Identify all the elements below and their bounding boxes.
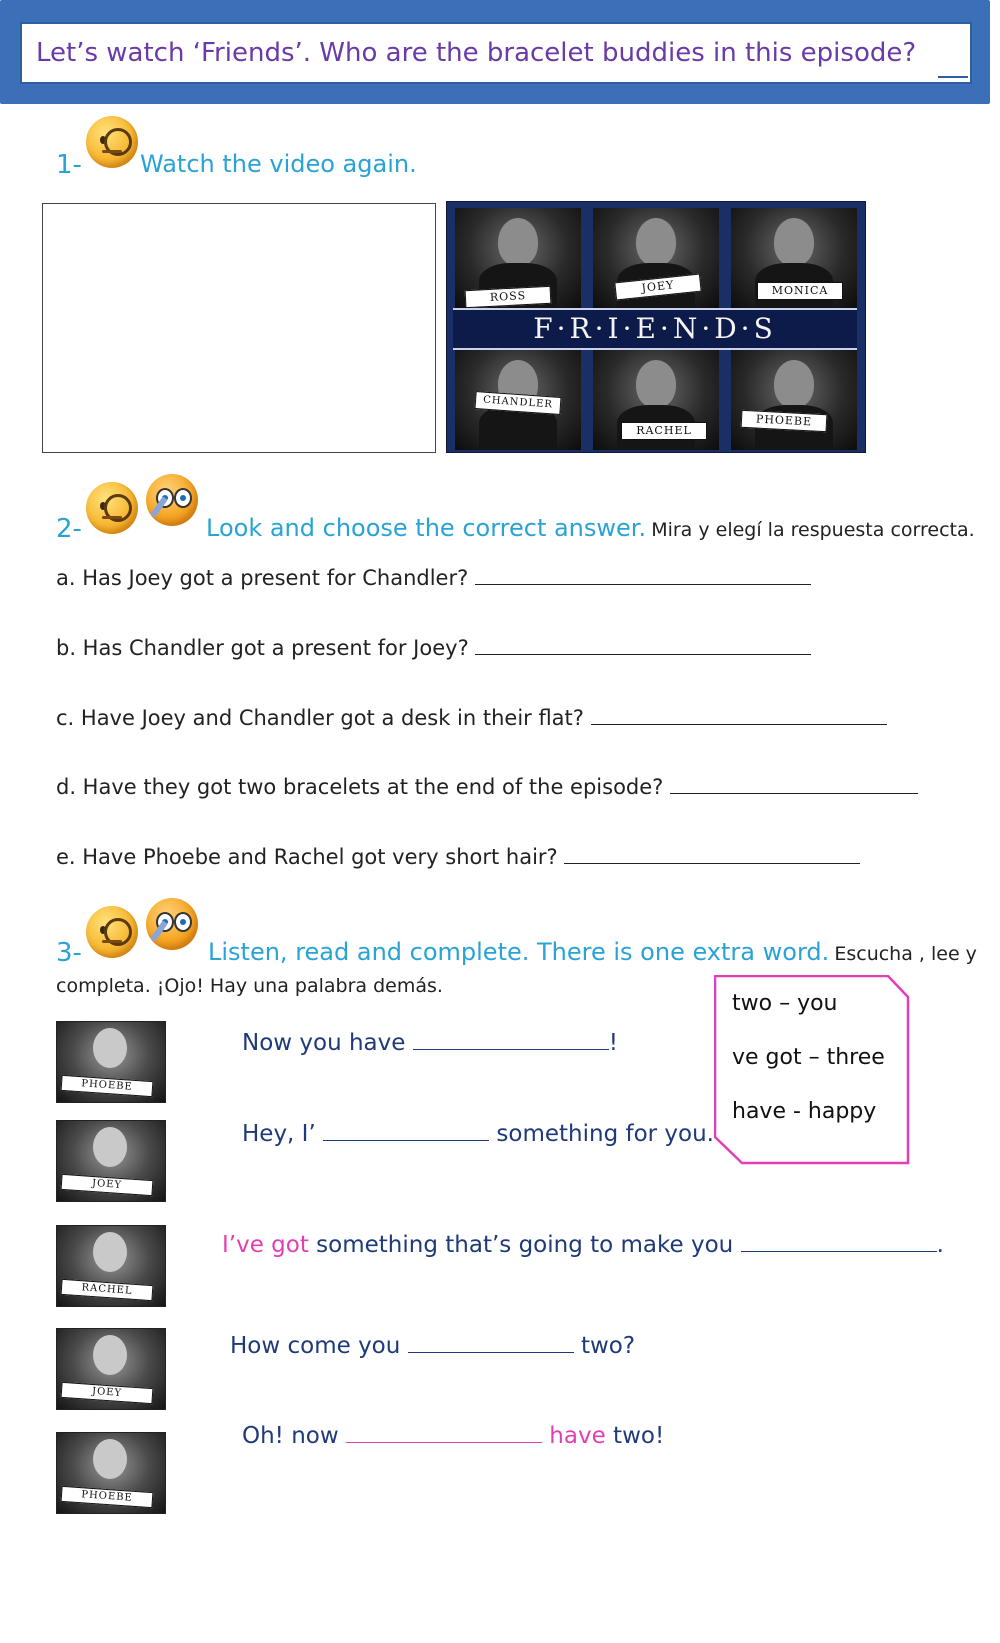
sentence-3 (222, 1232, 944, 1258)
answer-blank[interactable] (413, 1031, 609, 1050)
thumb-sign: JOEY (61, 1174, 154, 1196)
section2-title: Look and choose the correct answer. (206, 514, 647, 542)
title-underline (938, 76, 968, 78)
section2-number: 2- (56, 514, 82, 544)
section3-title: Listen, read and complete. There is one extra word. (208, 938, 830, 966)
sentence-4 (230, 1333, 635, 1359)
cast-photo-phoebe (731, 350, 857, 450)
video-player[interactable] (42, 203, 436, 453)
answer-blank[interactable] (408, 1334, 574, 1353)
thumb-phoebe (56, 1432, 166, 1514)
sentence-text: ! (608, 1030, 618, 1056)
writing-face-icon (146, 474, 198, 526)
thumb-sign: JOEY (61, 1382, 154, 1404)
thumb-rachel (56, 1225, 166, 1307)
word-bank-line-3: have - happy (732, 1099, 877, 1124)
question-text: c. Have Joey and Chandler got a desk in their flat? (56, 706, 584, 730)
section1-title: Watch the video again. (140, 150, 417, 178)
sentence-text: something that’s going to make you (308, 1232, 734, 1258)
thumb-joey (56, 1328, 166, 1410)
thumb-sign: PHOEBE (61, 1486, 154, 1508)
writing-face-icon (146, 898, 198, 950)
cast-sign: MONICA (757, 282, 843, 300)
question-text: e. Have Phoebe and Rachel got very short hair? (56, 845, 558, 869)
cast-photo-rachel (593, 350, 719, 450)
friends-logo-bar (453, 308, 857, 350)
cast-sign: CHANDLER (474, 391, 561, 415)
sentence-text: How come you (230, 1333, 401, 1359)
cast-sign: JOEY (614, 274, 701, 301)
question-a (56, 566, 811, 590)
answer-blank[interactable] (564, 845, 860, 864)
section3-number: 3- (56, 938, 82, 968)
sentence-text: two? (580, 1333, 636, 1359)
section3-heading (208, 938, 977, 966)
sentence-2 (242, 1121, 714, 1147)
sentence-5 (242, 1423, 664, 1449)
section3-note-line2: completa. ¡Ojo! Hay una palabra demás. (56, 975, 443, 997)
answer-blank[interactable] (475, 636, 811, 655)
section1-number: 1- (56, 150, 82, 180)
sentence-text: something for you. (496, 1121, 714, 1147)
sentence-highlight: I’ve got (222, 1232, 309, 1258)
friends-poster-image (446, 201, 866, 453)
answer-blank[interactable] (741, 1233, 937, 1252)
page-title: Let’s watch ‘Friends’. Who are the bracelet buddies in this episode? (36, 38, 917, 68)
friends-logo: F·R·I·E·N·D·S (533, 312, 777, 345)
thinking-face-icon (86, 906, 138, 958)
sentence-text: Oh! now (242, 1423, 339, 1449)
sentence-text: Hey, I’ (242, 1121, 316, 1147)
answer-blank[interactable] (475, 566, 811, 585)
cast-photo-monica (731, 208, 857, 308)
section3-note: Escucha , lee y (834, 943, 977, 965)
thumb-sign: PHOEBE (61, 1075, 154, 1097)
question-text: a. Has Joey got a present for Chandler? (56, 566, 469, 590)
thumb-sign: RACHEL (61, 1279, 154, 1301)
question-c (56, 706, 887, 730)
sentence-1 (242, 1030, 618, 1056)
cast-sign: PHOEBE (741, 410, 828, 432)
question-d (56, 775, 918, 799)
sentence-text: Now you have (242, 1030, 406, 1056)
thinking-face-icon (86, 482, 138, 534)
question-b (56, 636, 811, 660)
sentence-text: two! (605, 1423, 665, 1449)
cast-photo-joey (593, 208, 719, 308)
cast-photo-ross (455, 208, 581, 308)
sentence-highlight: have (549, 1423, 606, 1449)
answer-blank[interactable] (670, 775, 918, 794)
thumb-joey (56, 1120, 166, 1202)
section2-heading (206, 514, 975, 542)
word-bank-line-2: ve got – three (732, 1045, 885, 1070)
thumb-phoebe (56, 1021, 166, 1103)
question-e (56, 845, 860, 869)
cast-photo-chandler (455, 350, 581, 450)
question-text: b. Has Chandler got a present for Joey? (56, 636, 469, 660)
question-text: d. Have they got two bracelets at the end of the episode? (56, 775, 664, 799)
word-bank-line-1: two – you (732, 991, 838, 1016)
cast-sign: ROSS (465, 286, 552, 308)
cast-sign: RACHEL (621, 422, 707, 440)
sentence-text: . (936, 1232, 944, 1258)
answer-blank[interactable] (346, 1424, 542, 1443)
word-bank-box (714, 975, 908, 1163)
answer-blank[interactable] (591, 706, 887, 725)
thinking-face-icon (86, 116, 138, 168)
answer-blank[interactable] (323, 1122, 489, 1141)
section2-note: Mira y elegí la respuesta correcta. (651, 519, 975, 541)
